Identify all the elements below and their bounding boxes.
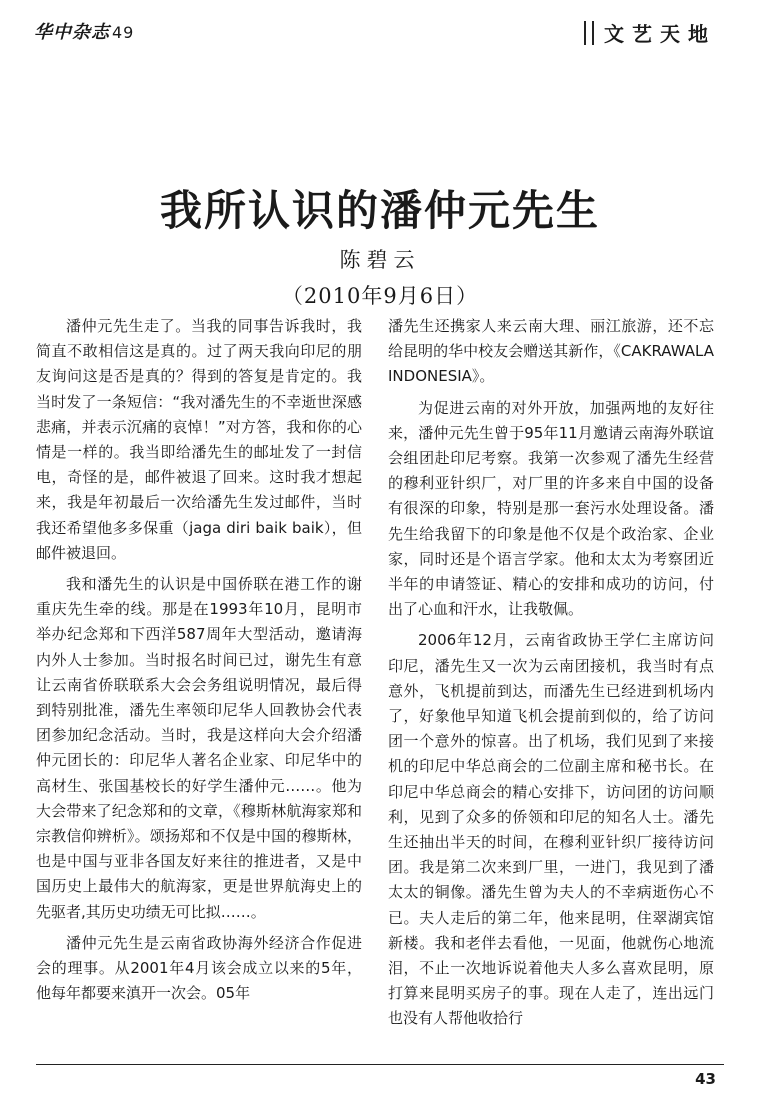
section-name: 文艺天地 <box>604 22 716 46</box>
article-author: 陈碧云 <box>339 248 421 272</box>
paragraph: 我和潘先生的认识是中国侨联在港工作的谢重庆先生牵的线。那是在1993年10月，昆明市举办纪念郑和下西洋587周年大型活动，邀请海内外人士参加。当时报名时间已过，谢先生有意让云南省侨联联系大会会务组说明情况，最后得到特别批准，潘先生率领印尼华人回教协会代表团参加纪念活动。当时，我是这样向大会介绍潘仲元团长的：印尼华人著名企业家、印尼华中的高材生、张国基校长的好学生潘仲元……。他为大会带来了纪念郑和的文章，《穆斯林航海家郑和宗教信仰辨析》。颂扬郑和不仅是中国的穆斯林，也是中国与亚非各国友好来往的推进者，又是中国历史上最伟大的航海家，更是世界航海史上的先驱者,其历史功绩无可比拟……。 <box>36 575 362 921</box>
article-date: （2010年9月6日） <box>281 284 479 308</box>
paragraph: 2006年12月，云南省政协王学仁主席访问印尼，潘先生又一次为云南团接机，我当时有点意外，飞机提前到达，而潘先生已经进到机场内了，好象他早知道飞机会提前到似的，给了访问团一个意外的惊喜。出了机场，我们见到了来接机的印尼中华总商会的二位副主席和秘书长。在印尼中华总商会的精心安排下，访问团的访问顺利，见到了众多的侨领和印尼的知名人士。潘先生还抽出半天的时间，在穆利亚针织厂接待访问团。我是第二次来到厂里，一进门，我见到了潘太太的铜像。潘先生曾为夫人的不幸病逝伤心不已。夫人走后的第二年，他来昆明，住翠湖宾馆新楼。我和老伴去看他，一见面，他就伤心地流泪，不止一次地诉说着他夫人多么喜欢昆明，原打算来昆明买房子的事。现在人走了，连出远门也没有人帮他收拾行 <box>388 631 714 1028</box>
paragraph: 潘仲元先生走了。当我的同事告诉我时，我简直不敢相信这是真的。过了两天我向印尼的朋友询问这是否是真的？得到的答复是肯定的。我当时发了一条短信：“我对潘先生的不幸逝世深感悲痛，并表示沉痛的哀悼！”对方答，我和你的心情是一样的。我当即给潘先生的邮址发了一封信电，奇怪的是，邮件被退了回来。这时我才想起来，我是年初最后一次给潘先生发过邮件，当时我还希望他多多保重（jaga diri baik baik），但邮件被退回。 <box>36 317 362 562</box>
left-column <box>36 314 362 1012</box>
paragraph: 潘先生还携家人来云南大理、丽江旅游，还不忘给昆明的华中校友会赠送其新作，《CAKRAWALA INDONESIA》。 <box>388 317 714 386</box>
page-number: 43 <box>695 1070 716 1088</box>
paragraph: 为促进云南的对外开放，加强两地的友好往来，潘仲元先生曾于95年11月邀请云南海外联谊会组团赴印尼考察。我第一次参观了潘先生经营的穆利亚针织厂，对厂里的许多来自中国的设备有很深的印象，特别是那一套污水处理设备。潘先生给我留下的印象是他不仅是个政治家、企业家，同时还是个语言学家。他和太太为考察团近半年的申请签证、精心的安排和成功的访问，付出了心血和汗水，让我敬佩。 <box>388 398 714 619</box>
issue-number: 49 <box>112 23 135 42</box>
article-title: 我所认识的潘仲元先生 <box>159 186 600 235</box>
section-header <box>584 18 716 47</box>
double-bar-icon <box>584 21 594 45</box>
footer-divider <box>36 1064 724 1065</box>
journal-name: 华中杂志 <box>34 22 110 43</box>
right-column <box>388 314 714 1038</box>
paragraph: 潘仲元先生是云南省政协海外经济合作促进会的理事。从2001年4月该会成立以来的5年，他每年都要来滇开一次会。05年 <box>36 933 362 1003</box>
journal-header <box>34 18 134 44</box>
